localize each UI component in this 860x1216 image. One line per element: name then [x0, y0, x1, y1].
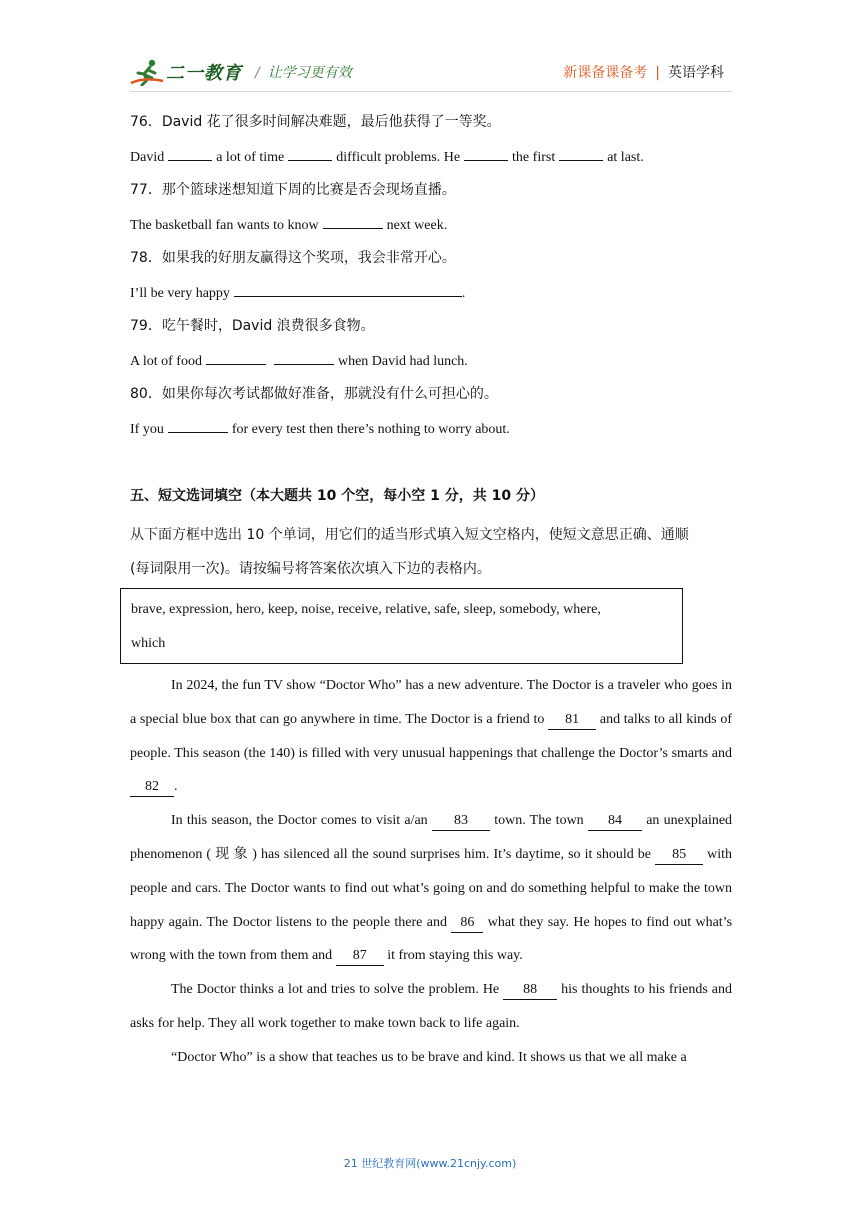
answer-blank[interactable]: [559, 144, 603, 161]
passage-paragraph-3: The Doctor thinks a lot and tries to solve the problem. He 88 his thoughts to his friends and asks for help. They all work together to make town back to life again.: [130, 982, 732, 1031]
header-separator: |: [655, 65, 660, 81]
section-title: 五、短文选词填空（本大题共 10 个空，每小空 1 分，共 10 分）: [130, 488, 544, 504]
passage-paragraph-4: “Doctor Who” is a show that teaches us to be brave and kind. It shows us that we all make a: [171, 1049, 687, 1065]
q78-english: I’ll be very happy .: [130, 280, 732, 314]
answer-blank[interactable]: [206, 348, 266, 365]
header-subject: 英语学科: [668, 65, 724, 81]
word-box: [120, 588, 683, 664]
header-slogan: / 让学习更有效: [255, 65, 352, 81]
running-man-icon: [130, 58, 164, 86]
answer-blank[interactable]: [168, 144, 212, 161]
passage-paragraph-2: In this season, the Doctor comes to visit a/an 83 town. The town 84 an unexplained phenomenon ( 现 象 ) has silenced all the sound surprises him. It’s daytime, so it should be 85 with people and cars. The Doctor wants to find out what’s going on and do something helpful to make the town happy again. The Doctor listens to the people there and 86 what they say. He hopes to find out what’s wrong with the town from them and 87 it from staying this way.: [130, 804, 732, 973]
answer-blank[interactable]: [234, 280, 462, 297]
q79-chinese: 79．吃午餐时，David 浪费很多食物。: [130, 318, 375, 334]
page-header: [130, 56, 732, 90]
answer-blank[interactable]: [288, 144, 332, 161]
section-instruction-2: (每词限用一次)。请按编号将答案依次填入下边的表格内。: [130, 561, 491, 577]
header-right: [563, 62, 724, 82]
logo-text: 二一教育: [166, 63, 242, 84]
q77-english: The basketball fan wants to know next week.: [130, 212, 732, 246]
header-divider: [130, 91, 732, 92]
q76-chinese: 76．David 花了很多时间解决难题，最后他获得了一等奖。: [130, 114, 501, 130]
passage-paragraph-1: In 2024, the fun TV show “Doctor Who” has a new adventure. The Doctor is a traveler who goes in a special blue box that can go anywhere in time. The Doctor is a friend to 81 and talks to all kinds of people. This season (the 140) is filled with very unusual happenings that challenge the Doctor’s smarts and 82 .: [130, 669, 732, 804]
answer-blank[interactable]: [323, 212, 383, 229]
blank-88[interactable]: 88: [503, 981, 557, 1000]
word-box-line-1: brave, expression, hero, keep, noise, receive, relative, safe, sleep, somebody, where,: [131, 602, 601, 617]
blank-82[interactable]: 82: [130, 778, 174, 797]
q76-english: David a lot of time difficult problems. He the first at last.: [130, 144, 732, 178]
page-footer: 21 世纪教育网(www.21cnjy.com): [343, 1157, 517, 1170]
blank-86[interactable]: 86: [451, 914, 483, 933]
answer-blank[interactable]: [274, 348, 334, 365]
q80-chinese: 80．如果你每次考试都做好准备，那就没有什么可担心的。: [130, 386, 498, 402]
section-instruction-1: 从下面方框中选出 10 个单词，用它们的适当形式填入短文空格内，使短文意思正确、通顺: [130, 527, 689, 543]
blank-83[interactable]: 83: [432, 812, 490, 831]
blank-87[interactable]: 87: [336, 947, 384, 966]
document-body: [130, 110, 732, 1075]
logo: [130, 58, 242, 86]
header-tag: 新课备课备考: [563, 65, 648, 81]
answer-blank[interactable]: [464, 144, 508, 161]
q80-english: If you for every test then there’s nothing to worry about.: [130, 416, 732, 450]
blank-84[interactable]: 84: [588, 812, 642, 831]
blank-81[interactable]: 81: [548, 711, 596, 730]
q77-chinese: 77．那个篮球迷想知道下周的比赛是否会现场直播。: [130, 182, 456, 198]
blank-85[interactable]: 85: [655, 846, 703, 865]
word-box-line-2: which: [131, 636, 166, 651]
q79-english: A lot of food when David had lunch.: [130, 348, 732, 382]
q78-chinese: 78．如果我的好朋友赢得这个奖项，我会非常开心。: [130, 250, 456, 266]
answer-blank[interactable]: [168, 416, 228, 433]
